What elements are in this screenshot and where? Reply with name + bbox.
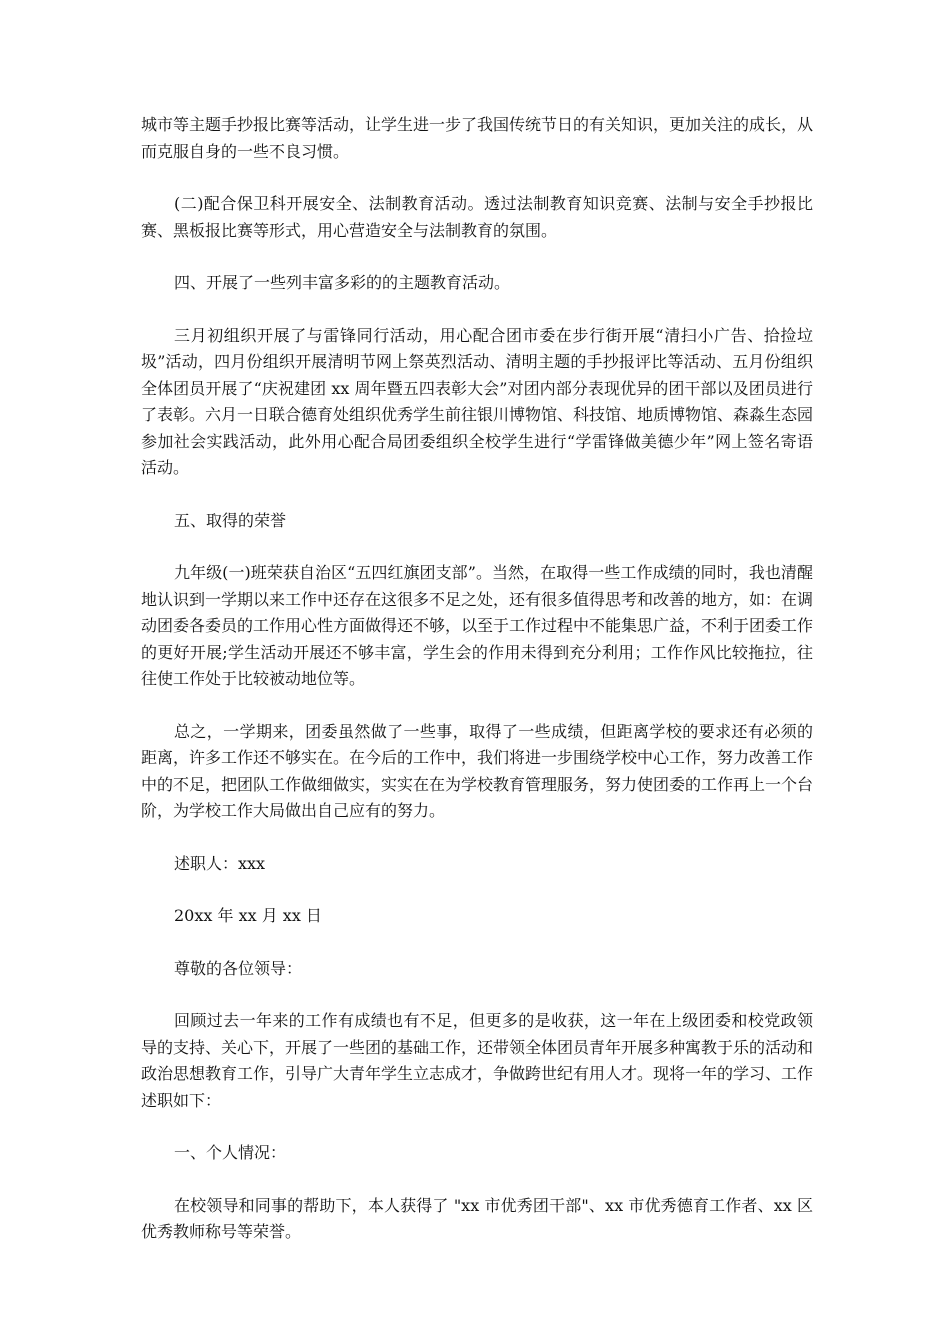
section-heading-personal: 一、个人情况： — [174, 1143, 287, 1162]
paragraph-summary: 总之，一学期来，团委虽然做了一些事，取得了一些成绩，但距离学校的要求还有必须的距离，许多工作还不够实在。在今后的工作中，我们将进一步围绕学校中心工作，努力改善工作中的不足，把团队工作做细做实，实实在在为学校教育管理服务，努力使团委的工作再上一个台阶，为学校工作大局做出自己应有的努力。 — [141, 721, 814, 820]
paragraph-personal-honors: 在校领导和同事的帮助下，本人获得了 "xx 市优秀团干部"、xx 市优秀德育工作者、xx 区优秀教师称号等荣誉。 — [141, 1195, 813, 1241]
section-heading-4: 四、开展了一些列丰富多彩的的主题教育活动。 — [174, 273, 511, 292]
salutation: 尊敬的各位领导： — [174, 958, 303, 978]
paragraph-honors: 九年级(一)班荣获自治区“五四红旗团支部”。当然，在取得一些工作成绩的同时，我也清醒地认识到一学期以来工作中还存在这很多不足之处，还有很多值得思考和改善的地方，如：在调动团委各委员的工作用心性方面做得还不够，以至于工作过程中不能集思广益，不利于团委工作的更好开展;学生活动开展还不够丰富，学生会的作用未得到充分利用；工作作风比较拖拉，往往使工作处于比较被动地位等。 — [141, 563, 814, 688]
paragraph-review: 回顾过去一年来的工作有成绩也有不足，但更多的是收获，这一年在上级团委和校党政领导的支持、关心下，开展了一些团的基础工作，还带领全体团员青年开展多种寓教于乐的活动和政治思想教育工作，引导广大青年学生立志成才，争做跨世纪有用人才。现将一年的学习、工作述职如下： — [141, 1011, 814, 1110]
paragraph-safety-education: (二)配合保卫科开展安全、法制教育活动。透过法制教育知识竞赛、法制与安全手抄报比赛、黑板报比赛等形式，用心营造安全与法制教育的氛围。 — [141, 194, 813, 240]
paragraph-continued: 城市等主题手抄报比赛等活动，让学生进一步了我国传统节日的有关知识，更加关注的成长，从而克服自身的一些不良习惯。 — [141, 115, 814, 161]
reporter-line: 述职人：xxx — [174, 853, 266, 873]
section-heading-5: 五、取得的荣誉 — [174, 510, 287, 530]
paragraph-activities: 三月初组织开展了与雷锋同行活动，用心配合团市委在步行街开展“清扫小广告、拾捡垃圾”活动，四月份组织开展清明节网上祭英烈活动、清明主题的手抄报评比等活动、五月份组织全体团员开展了“庆祝建团 xx 周年暨五四表彰大会”对团内部分表现优异的团干部以及团员进行了表彰。六月一日联合德育处组织优秀学生前往银川博物馆、科技馆、地质博物馆、森淼生态园参加社会实践活动，此外用心配合局团委组织全校学生进行“学雷锋做美德少年”网上签名寄语活动。 — [141, 325, 814, 477]
date-line: 20xx 年 xx 月 xx 日 — [174, 906, 322, 925]
document-body — [141, 112, 813, 1272]
